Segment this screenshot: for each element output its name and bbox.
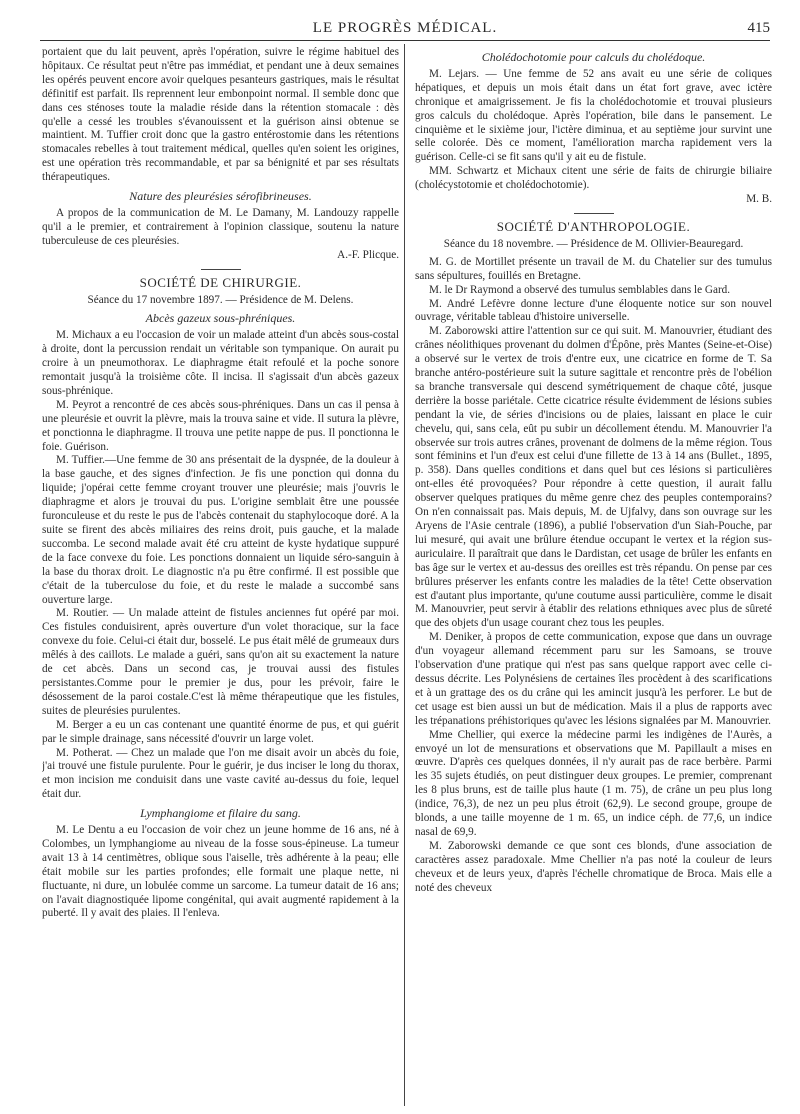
paragraph-michaux: M. Michaux a eu l'occasion de voir un malade atteint d'un abcès sous-costal à droite, dont la percussion rendait un véritable son tympanique. On aurait pu croire à un pneumothorax. Le diaphragme était refoulé et la poche sonore remontait jusqu'à la troisième côte. Il incisa. Il s'agissait d'un abcès gazeux sous-phrénique. [42, 329, 399, 397]
paragraph-peyrot: M. Peyrot a rencontré de ces abcès sous-phréniques. Dans un cas il pensa à une pleurésie et ouvrit la plèvre, mais la trouva saine et vide. Il sutura la plèvre, et ponctionna le diaphragme. Il trouva une petite nappe de pus. Il ponctionna le foie. Guérison. [42, 398, 399, 453]
paragraph-berger: M. Berger a eu un cas contenant une quantité énorme de pus, et qui guérit par le simple drainage, sans nécessité d'ouvrir un large volet. [42, 718, 399, 745]
section-rule [574, 213, 614, 214]
section-rule [201, 269, 241, 270]
page-number: 415 [747, 20, 770, 36]
paragraph-potherat: M. Potherat. — Chez un malade que l'on me disait avoir un abcès du foie, j'ai trouvé une fistule purulente. Pour le guérir, je dus inciser le long du thorax, et mon incision me conduisit dans une vaste cavité au-dessus du foie, lequel était dur. [42, 746, 399, 801]
title-abces-gazeux: Abcès gazeux sous-phréniques. [145, 311, 296, 326]
paragraph-lejars: M. Lejars. — Une femme de 52 ans avait eu une série de coliques hépatiques, et depuis un mois était dans un état fort grave, avec ictère chronique et amaigrissement. Je fis la cholédochotomie et trouvai plusieurs gros calculs du cholédoque. Après l'opération, bile dans le pansement. Le cinquième et le sixième jour, l'ictère diminua, et au septième jour survint une selle colorée. Dès ce moment, l'amélioration marcha rapidement vers la guérison. Celle-ci se fit sans qu'il y ait eu de fistule. [415, 67, 772, 164]
left-column [42, 46, 399, 1108]
paragraph-zaborowski: M. Zaborowski attire l'attention sur ce qui suit. M. Manouvrier, étudiant des crânes néolithiques provenant du dolmen d'Épône, près Mantes (Seine-et-Oise) a observé sur le vertex de trois d'entre eux, une cicatrice en forme de T. Sa branche antéro-postérieure suit la suture sagittale et rencontre près de l'obélion sa branche transversale qui descend symétriquement de chaque côté, jusque derrière la bosse pariétale. Cette cicatrice résulte évidemment de lésions subies pendant la vie, de séries d'incisions ou de plaies, laissant en place le cuir chevelu, qui, sans cela, eût pu subir un décollement étendu. M. Manouvrier l'a observée sur trois autres crânes, provenant de dolmens de la même région. Tous sont féminins et l'un d'eux est celui d'une fillette de 13 à 14 ans (Bullet., 1895, p. 358). Dans quelles conditions et dans quel but ces lésions si particulières ont-elles été provoquées? Pour répondre à cette question, il aurait fallu observer quelques pratiques du même genre chez des peuples contemporains? On n'en connaissait pas. Mais depuis, M. de Ujfalvy, dans son ouvrage sur les Aryens de l'Asie centrale (1896), a publié l'observation d'un Siah-Pouche, par lui mesuré, qui avait une brûlure étendue occupant le vertex et la région sus-auriculaire. Il paraîtrait que dans le Dardistan, cet usage de brûler les enfants en bas âge sur le vertex et au-dessus des oreilles est très répandu. On pense par ces brûlures préserver les enfants contre les maladies de la tête! Cette observation est d'autant plus importante, qu'une coutume aussi particulière, comme le disait M. Manouvrier, peut servir à établir des relations ethniques avec plus de sûreté que des objets d'un usage courant chez tous les peuples. [415, 325, 772, 630]
signature-mb: M. B. [746, 193, 772, 206]
journal-title: LE PROGRÈS MÉDICAL. [312, 20, 498, 36]
paragraph-deniker: M. Deniker, à propos de cette communication, expose que dans un ouvrage d'un voyageur allemand récemment paru sur les Samoans, se trouve l'observation d'une pratique qui n'est pas sans quelque rapport avec celle ci-dessus décrite. Les Polynésiens de certaines îles procèdent à des scarifications et à un grattage des os du crâne qui les amincit jusqu'à les perforer. Le but de cet usage est bien aussi un but de médication. Mais il a plus de rapports avec les trépanations préhistoriques qu'avec les lésions signalées par M. Manouvrier. [415, 631, 772, 727]
seance-anthropologie: Séance du 18 novembre. — Présidence de M. Ollivier-Beauregard. [443, 237, 744, 250]
paragraph-tuffier: M. Tuffier.—Une femme de 30 ans présentait de la dyspnée, de la douleur à la base gauche, et des signes d'infection. Je fis une ponction qui donna du liquide; j'opérai cette femme croyant trouver une pleurésie; mais j'ouvris le diaphragme et alors je trouvai du pus. L'origine semblait être une poussée furonculeuse et du reste le pus de l'abcès contenait du staphylocoque doré. A la suite se firent des abcès miliaires des reins droit, puis gauche, et la malade succomba. Le second malade avait été cru atteint de kyste hydatique suppuré de la face convexe du foie. Les ponctions donnaient un liquide séro-sanguin à la base du thorax droit. Le diagnostic n'a pu être confirmé. Il est possible que c'était de la tuberculose du foie, et du reste le malade a succombé sans ouverture large. [42, 454, 399, 606]
title-nature-pleuresies: Nature des pleurésies sérofibrineuses. [129, 189, 312, 204]
title-choledochotomie: Cholédochotomie pour calculs du cholédoque. [481, 50, 706, 64]
page-header [40, 18, 770, 41]
paragraph-lefevre: M. André Lefèvre donne lecture d'une éloquente notice sur son nouvel ouvrage, véritable tableau d'histoire universelle. [415, 297, 772, 324]
right-column [415, 46, 772, 1108]
paragraph-intro: portaient que du lait peuvent, après l'opération, suivre le régime habituel des hôpitaux. Ce résultat peut n'être pas immédiat, et pendant une à deux semaines les opérés peuvent encore avoir quelques pesanteurs gastriques, mais le résultat définitif est parfait. Ils reprennent leur embonpoint normal. Il semble donc que dans ces sténoses toute la maladie réside dans la rétention stomacale : dès qu'elle a cessé les troubles s'évanouissent et la guérison ainsi obtenue se maintient. M. Tuffier croit donc que la gastro entérostomie dans les rétentions stomacales rebelles à tout traitement médical, quelles qu'en soient les origines, est une opération très recommandable, et par sa bénignité et par ses résultats thérapeutiques. [42, 46, 399, 184]
paragraph-zaborowski-2: M. Zaborowski demande ce que sont ces blonds, d'une association de caractères assez paradoxale. Mme Chellier n'a pas noté la couleur de leurs cheveux et de leurs yeux, d'après l'échelle chromatique de Broca. Mais elle a noté des cheveux [415, 839, 772, 894]
paragraph-schwartz: MM. Schwartz et Michaux citent une série de faits de chirurgie biliaire (cholécystotomie et cholédochotomie). [415, 165, 772, 192]
title-lymphangiome: Lymphangiome et filaire du sang. [140, 806, 301, 821]
paragraph-routier: M. Routier. — Un malade atteint de fistules anciennes fut opéré par moi. Ces fistules conduisirent, après ouverture d'un volet thoracique, sur la face convexe du foie. Celui-ci était dur, bosselé. Le pus était mêlé de grumeaux durs mêlés à des caillots. Le malade a guéri, sans qu'on ait su exactement la nature de cet abcès. Dans un second cas, je trouvai aussi des fistules persistantes.Comme pour le premier je dus, pour les prévoir, faire le désossement de la paroi costale.C'est là même thérapeutique que les fistules, suites de pleurésies purulentes. [42, 607, 399, 717]
heading-societe-chirurgie: SOCIÉTÉ DE CHIRURGIE. [139, 274, 302, 290]
paragraph-mortillet: M. G. de Mortillet présente un travail de M. du Chatelier sur des tumulus sans sépultures, fouillés en Bretagne. [415, 255, 772, 282]
paragraph-raymond: M. le Dr Raymond a observé des tumulus semblables dans le Gard. [429, 283, 731, 296]
paragraph-le-dentu: M. Le Dentu a eu l'occasion de voir chez un jeune homme de 16 ans, né à Colombes, un lymphangiome au niveau de la fosse sous-épineuse. La tumeur avait 13 à 14 centimètres, oblique sous l'aiselle, très adhérente à la peau; elle était mobile sur les parties profondes; elle formait une plaque nette, ni fluctuante, ni dure, un lobulée comme un sarcome. La tumeur datait de 16 ans; on l'avait diagnostiquée lipome congénital, qui avait augmenté rapidement à la puberté. Il y avait des plaies. Il l'enleva. [42, 824, 399, 920]
heading-societe-anthropologie: SOCIÉTÉ D'ANTHROPOLOGIE. [496, 218, 691, 234]
paragraph-chellier: Mme Chellier, qui exerce la médecine parmi les indigènes de l'Aurès, a envoyé un lot de mensurations et observations que M. Papillault a mises en œuvre. D'après ces quelques données, il n'y aurait pas de race berbère. Parmi les 35 sujets étudiés, on peut distinguer deux groupes. Le premier, comprenant les 8 plus bruns, est de taille plus haute (1 m. 75), de crâne un peu plus long (indice, 76,3), de nez un peu plus étroit (62,9). Le second groupe, groupe de blonds, a une taille moyenne de 1 m. 65, un indice céph. de 77,6, un indice nasal de 69,9. [415, 728, 772, 838]
seance-chirurgie: Séance du 17 novembre 1897. — Présidence de M. Delens. [87, 293, 354, 306]
column-divider [404, 44, 405, 1106]
signature-plicque: A.-F. Plicque. [337, 248, 399, 261]
paragraph-nature: A propos de la communication de M. Le Damany, M. Landouzy rappelle qu'il a le premier, et contrairement à l'opinion classique, soutenu la nature tuberculeuse de ces pleurésies. [42, 206, 399, 247]
